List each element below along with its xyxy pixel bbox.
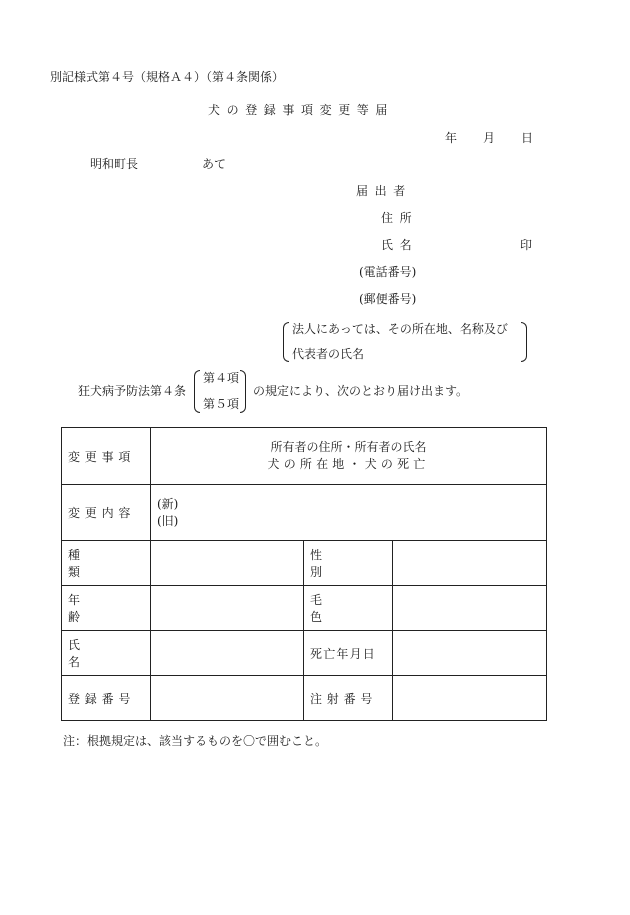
statement-text: の規定により、次のとおり届け出ます。 [253,384,469,398]
clause-b: 第５項 [203,397,240,411]
table-row-name [62,631,547,676]
corp-note-line2: 代表者の氏名 [292,347,365,361]
old-label: (旧) [157,513,179,528]
form-number: 別記様式第４号（規格Ａ４）（第４条関係） [50,70,285,84]
dog-name-field[interactable] [151,631,304,676]
corp-note-bracket-right [521,322,527,362]
clause-bracket-right [240,370,246,413]
table-row-registration [62,676,547,721]
form-title: 犬の登録事項変更等届 [208,103,395,117]
change-content-label: 変更内容 [62,485,151,541]
reg-no-label: 登録番号 [62,676,151,721]
breed-label [62,541,151,586]
new-label: (新) [157,496,179,511]
sex-label [304,541,393,586]
sex-label-text: 性別 [310,548,360,579]
age-label-text: 年齢 [68,593,118,624]
reg-no-field[interactable] [151,676,304,721]
name-label: 氏名 [381,238,419,252]
date-day: 日 [521,131,534,145]
table-row-change-content [62,485,547,541]
law-reference: 狂犬病予防法第４条 [78,384,187,398]
change-item-options[interactable] [151,428,547,485]
address-label: 住所 [381,211,419,225]
addressee-suffix: あて [202,157,227,171]
death-date-label-text: 死亡年月日 [310,646,377,661]
table-row-change-item [62,428,547,485]
dog-name-label [62,631,151,676]
change-content-field[interactable] [151,485,547,541]
coat-label [304,586,393,631]
injection-no-label: 注射番号 [304,676,393,721]
corp-note-bracket-left [283,322,289,362]
age-field[interactable] [151,586,304,631]
table-row-age [62,586,547,631]
footer-note: 注：根拠規定は、該当するものを〇で囲むこと。 [63,734,328,748]
age-label [62,586,151,631]
phone-label: (電話番号) [359,265,417,279]
postal-label: (郵便番号) [359,292,417,306]
registration-change-table [61,427,547,721]
date-year: 年 [445,131,458,145]
sex-field[interactable] [393,541,547,586]
injection-no-field[interactable] [393,676,547,721]
clause-bracket-left [194,370,200,413]
addressee-name: 明和町長 [90,157,139,171]
death-date-label [304,631,393,676]
seal-mark: 印 [520,238,533,252]
change-item-line2: 犬の所在地・犬の死亡 [267,457,430,471]
table-row-breed [62,541,547,586]
coat-field[interactable] [393,586,547,631]
corp-note-line1: 法人にあっては、その所在地、名称及び [292,322,508,336]
change-item-line1: 所有者の住所・所有者の氏名 [270,440,427,454]
clause-a: 第４項 [203,371,240,385]
date-month: 月 [483,131,496,145]
change-item-label: 変更事項 [62,428,151,485]
death-date-field[interactable] [393,631,547,676]
breed-field[interactable] [151,541,304,586]
breed-label-text: 種類 [68,548,118,579]
dog-name-label-text: 氏名 [68,638,118,669]
applicant-heading: 届出者 [356,184,412,198]
coat-label-text: 毛色 [310,593,360,624]
